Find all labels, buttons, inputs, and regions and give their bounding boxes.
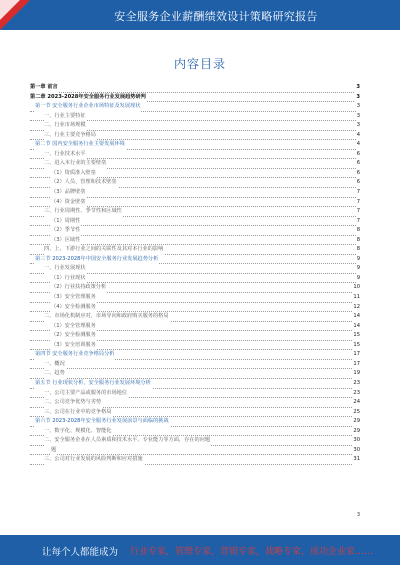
- table-of-contents: [30, 83, 360, 465]
- toc-entry-label: （3）安全培训服务: [51, 341, 97, 351]
- toc-entry[interactable]: [30, 417, 360, 427]
- toc-entry-label: 一、行业主要特征: [44, 112, 87, 122]
- toc-entry-page: 9: [356, 255, 360, 265]
- toc-entry-page: 3: [356, 112, 360, 122]
- toc-entry[interactable]: [30, 341, 360, 351]
- toc-entry[interactable]: [30, 245, 360, 255]
- toc-entry-label: （4）安全检测服务: [51, 303, 97, 313]
- footer-band: [0, 535, 400, 565]
- toc-entry[interactable]: [30, 112, 360, 122]
- toc-entry[interactable]: [30, 293, 360, 303]
- toc-entry-label: 第五节 行业现状分析，安全服务行业发展环境分析: [35, 379, 152, 389]
- header-corner-highlight: [0, 0, 20, 20]
- toc-entry-page: 3: [355, 93, 360, 103]
- page-number: 3: [356, 512, 360, 518]
- toc-entry-label: （4）资金壁垒: [51, 198, 86, 208]
- toc-entry[interactable]: [30, 283, 360, 293]
- toc-entry-label: 一、公司主要产品或服务的市场地位: [44, 389, 128, 399]
- toc-entry-label: 第二章 2023-2028年安全服务行业发展趋势研判: [30, 93, 147, 103]
- toc-entry-page: 3: [356, 121, 360, 131]
- toc-entry-page: 29: [352, 427, 360, 437]
- toc-entry-page: 7: [356, 198, 360, 208]
- toc-entry[interactable]: [30, 121, 360, 131]
- toc-entry[interactable]: [30, 169, 360, 179]
- toc-entry[interactable]: [30, 83, 360, 93]
- toc-entry[interactable]: [30, 102, 360, 112]
- toc-entry-label: 一、行业发展现状: [44, 264, 87, 274]
- toc-entry-page: 8: [356, 245, 360, 255]
- toc-entry-page: 9: [356, 274, 360, 284]
- toc-entry[interactable]: [30, 446, 360, 456]
- toc-entry[interactable]: [30, 188, 360, 198]
- report-title: 安全服务企业薪酬绩效设计策略研究报告: [114, 10, 318, 23]
- toc-entry[interactable]: [30, 427, 360, 437]
- toc-entry-label: 三、公司在行业中的竞争格局: [44, 408, 112, 418]
- toc-entry-label: （3）安全管理服务: [51, 293, 97, 303]
- toc-entry[interactable]: [30, 131, 360, 141]
- toc-entry-page: 3: [356, 102, 360, 112]
- toc-entry[interactable]: [30, 159, 360, 169]
- toc-entry[interactable]: [30, 303, 360, 313]
- toc-entry-label: 一、数字化、规模化、智能化: [44, 427, 112, 437]
- toc-entry-page: 7: [356, 188, 360, 198]
- toc-entry-label: 第三节 2023-2028年中国安全服务行业发展趋势分析: [35, 255, 159, 265]
- toc-entry-page: 15: [352, 331, 360, 341]
- header-band: [0, 0, 400, 30]
- toc-entry-label: 三、行业周期性、季节性和区域性: [44, 207, 123, 217]
- toc-entry-label: 一、行业技术水平: [44, 150, 87, 160]
- toc-entry-page: 7: [356, 217, 360, 227]
- toc-entry-page: 15: [352, 341, 360, 351]
- toc-entry[interactable]: [30, 389, 360, 399]
- toc-entry[interactable]: [30, 455, 360, 465]
- toc-entry-page: 24: [352, 398, 360, 408]
- toc-entry-page: 12: [352, 303, 360, 313]
- toc-entry-label: （3）区域性: [51, 236, 81, 246]
- toc-entry-label: 一、概况: [44, 360, 66, 370]
- toc-entry-page: 4: [356, 140, 360, 150]
- toc-entry-label: 二、趋势: [44, 369, 66, 379]
- toc-entry-label: （1）周期性: [51, 217, 81, 227]
- toc-entry-page: 17: [352, 360, 360, 370]
- toc-entry[interactable]: [30, 322, 360, 332]
- toc-entry-page: 14: [352, 312, 360, 322]
- toc-entry[interactable]: [30, 312, 360, 322]
- toc-entry[interactable]: [30, 93, 360, 103]
- toc-entry-label: （3）品牌壁垒: [51, 188, 86, 198]
- toc-entry[interactable]: [30, 379, 360, 389]
- toc-entry-page: 31: [352, 455, 360, 465]
- toc-entry[interactable]: [30, 140, 360, 150]
- toc-entry-page: 23: [352, 379, 360, 389]
- toc-entry-page: 8: [356, 226, 360, 236]
- toc-entry-label: 二、市场化机制应对，市场导向和政府购买服务的格局: [44, 312, 170, 322]
- toc-entry-page: 17: [352, 350, 360, 360]
- toc-entry-page: 30: [352, 446, 360, 456]
- toc-entry-page: 6: [356, 178, 360, 188]
- toc-entry-label: 四、上、下游行业之间的关联性及其对本行业的影响: [44, 245, 164, 255]
- toc-entry-page: 8: [356, 236, 360, 246]
- toc-entry-label: （1）行业现状: [51, 274, 86, 284]
- toc-entry-label: 题: [51, 446, 57, 456]
- toc-entry-page: 6: [356, 159, 360, 169]
- toc-entry[interactable]: [30, 436, 360, 446]
- toc-entry-label: 二、安全服务企业在人员素质和技术水平、专业能力等方面，存在的问题: [44, 436, 211, 446]
- toc-entry[interactable]: [30, 331, 360, 341]
- toc-entry[interactable]: [30, 369, 360, 379]
- toc-entry-page: 30: [352, 436, 360, 446]
- toc-entry-label: 第一节 安全服务行业企业市场特征及发展现状: [35, 102, 141, 112]
- toc-entry-label: 二、行业市场规模: [44, 121, 87, 131]
- toc-entry-label: 第一章 前言: [30, 83, 59, 93]
- toc-entry[interactable]: [30, 255, 360, 265]
- toc-entry-page: 25: [352, 408, 360, 418]
- footer-slogan: 让每个人都能成为: [42, 547, 119, 558]
- toc-entry[interactable]: [30, 264, 360, 274]
- toc-entry-label: 第二节 国内安全服务行业主要发展环境: [35, 140, 126, 150]
- toc-entry-page: 6: [356, 150, 360, 160]
- toc-entry[interactable]: [30, 226, 360, 236]
- toc-heading: 内容目录: [173, 57, 226, 71]
- toc-entry-page: 7: [356, 207, 360, 217]
- toc-entry-page: 14: [352, 322, 360, 332]
- toc-entry-label: 三、公司对行业发展的风险判断和应对措施: [44, 455, 144, 465]
- toc-entry-label: （2）人员、管理和技术壁垒: [51, 178, 118, 188]
- toc-entry[interactable]: [30, 207, 360, 217]
- toc-entry[interactable]: [30, 178, 360, 188]
- footer-experts: 行业专家，管理专家，营销专家，战略专家，成功企业家……: [130, 547, 374, 557]
- toc-entry-label: 二、公司竞争优势与劣势: [44, 398, 102, 408]
- toc-entry-page: 11: [352, 293, 360, 303]
- toc-entry[interactable]: [30, 408, 360, 418]
- toc-entry-label: 第六节 2023-2028年安全服务行业发展前景与面临的挑战: [35, 417, 170, 427]
- toc-entry[interactable]: [30, 198, 360, 208]
- toc-entry-page: 23: [352, 389, 360, 399]
- toc-entry[interactable]: [30, 217, 360, 227]
- toc-entry-page: 4: [356, 131, 360, 141]
- toc-entry[interactable]: [30, 274, 360, 284]
- toc-entry[interactable]: [30, 398, 360, 408]
- toc-entry-page: 3: [355, 83, 360, 93]
- toc-entry[interactable]: [30, 350, 360, 360]
- toc-entry-page: 29: [352, 417, 360, 427]
- toc-entry-label: （2）季节性: [51, 226, 81, 236]
- toc-entry-page: 10: [352, 283, 360, 293]
- toc-entry-page: 19: [352, 369, 360, 379]
- toc-entry-page: 9: [356, 264, 360, 274]
- toc-entry[interactable]: [30, 236, 360, 246]
- toc-entry-label: 三、行业主要竞争格局: [44, 131, 97, 141]
- toc-entry-label: （2）安全检测服务: [51, 331, 97, 341]
- toc-entry[interactable]: [30, 150, 360, 160]
- toc-entry-label: （2）行业扶持政策分析: [51, 283, 107, 293]
- toc-entry-label: （1）资质准入壁垒: [51, 169, 97, 179]
- toc-entry-label: 二、进入本行业的主要壁垒: [44, 159, 107, 169]
- toc-entry-label: （1）安全管理服务: [51, 322, 97, 332]
- toc-entry-page: 6: [356, 169, 360, 179]
- toc-entry-label: 第四节 安全服务行业竞争格局分析: [35, 350, 115, 360]
- toc-entry[interactable]: [30, 360, 360, 370]
